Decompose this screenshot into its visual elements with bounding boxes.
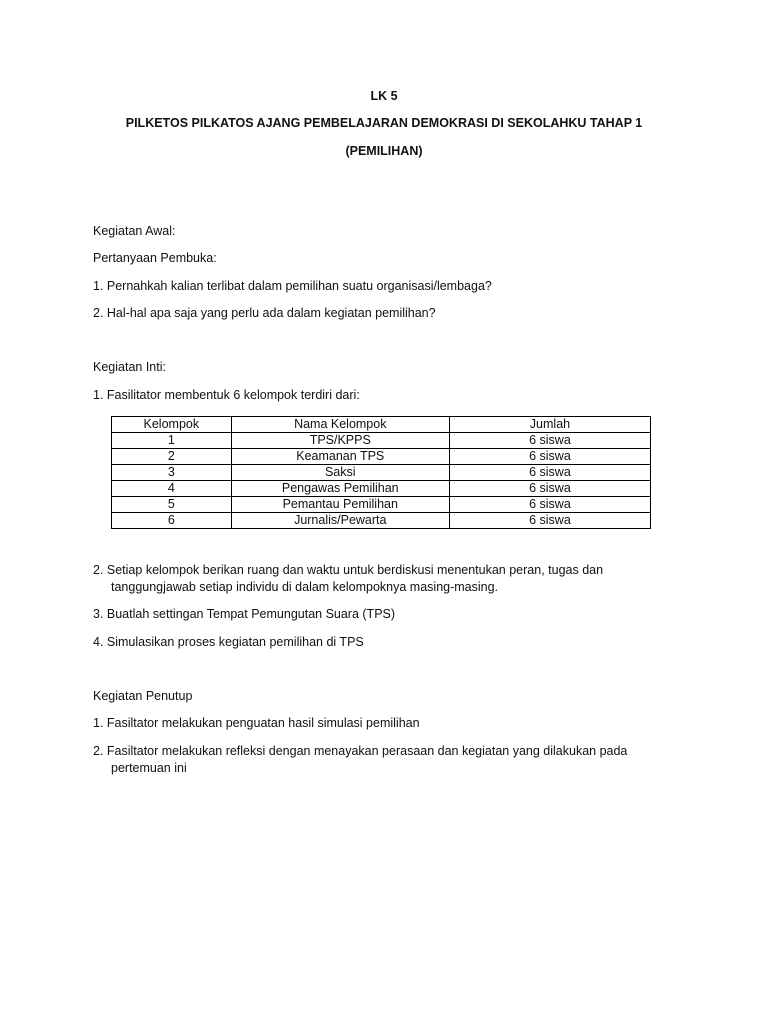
opening-question-2: 2. Hal-hal apa saja yang perlu ada dalam kegiatan pemilihan? xyxy=(93,306,436,320)
table-cell: 6 siswa xyxy=(449,433,650,449)
core-item-4: 4. Simulasikan proses kegiatan pemilihan di TPS xyxy=(93,635,364,649)
table-row xyxy=(112,449,651,465)
table-cell: 6 xyxy=(112,513,232,529)
table-cell: 6 siswa xyxy=(449,449,650,465)
closing-item-2-line-2: pertemuan ini xyxy=(111,761,187,775)
table-cell: Saksi xyxy=(231,465,449,481)
table-cell: 3 xyxy=(112,465,232,481)
table-cell: 6 siswa xyxy=(449,481,650,497)
opening-question-1: 1. Pernahkah kalian terlibat dalam pemilihan suatu organisasi/lembaga? xyxy=(93,279,492,293)
table-cell: Keamanan TPS xyxy=(231,449,449,465)
table-cell: 6 siswa xyxy=(449,513,650,529)
core-item-2-line-1: 2. Setiap kelompok berikan ruang dan waktu untuk berdiskusi menentukan peran, tugas dan xyxy=(93,563,604,577)
table-header-cell: Nama Kelompok xyxy=(231,417,449,433)
document-title: PILKETOS PILKATOS AJANG PEMBELAJARAN DEMOKRASI DI SEKOLAHKU TAHAP 1 xyxy=(125,116,643,130)
table-cell: TPS/KPPS xyxy=(231,433,449,449)
table-cell: 1 xyxy=(112,433,232,449)
table-cell: Pengawas Pemilihan xyxy=(231,481,449,497)
document-code: LK 5 xyxy=(370,89,398,103)
table-cell: 6 siswa xyxy=(449,497,650,513)
table-row xyxy=(112,433,651,449)
table-header-cell: Jumlah xyxy=(449,417,650,433)
table-row xyxy=(112,481,651,497)
table-header-cell: Kelompok xyxy=(112,417,232,433)
table-cell: Pemantau Pemilihan xyxy=(231,497,449,513)
opening-subheading: Pertanyaan Pembuka: xyxy=(93,251,217,265)
opening-heading: Kegiatan Awal: xyxy=(93,224,176,238)
table-row xyxy=(112,465,651,481)
core-item-3: 3. Buatlah settingan Tempat Pemungutan Suara (TPS) xyxy=(93,607,396,621)
table-row xyxy=(112,497,651,513)
table-cell: 4 xyxy=(112,481,232,497)
core-item-2-line-2: tanggungjawab setiap individu di dalam kelompoknya masing-masing. xyxy=(111,580,499,594)
document-subtitle: (PEMILIHAN) xyxy=(345,144,423,158)
closing-item-1: 1. Fasiltator melakukan penguatan hasil simulasi pemilihan xyxy=(93,716,420,730)
table-cell: Jurnalis/Pewarta xyxy=(231,513,449,529)
table-cell: 2 xyxy=(112,449,232,465)
groups-table xyxy=(111,416,651,529)
table-row xyxy=(112,513,651,529)
core-item-1: 1. Fasilitator membentuk 6 kelompok terdiri dari: xyxy=(93,388,360,402)
closing-item-2-line-1: 2. Fasiltator melakukan refleksi dengan menayakan perasaan dan kegiatan yang dilakukan pada xyxy=(93,744,628,758)
core-heading: Kegiatan Inti: xyxy=(93,360,166,374)
table-header-row xyxy=(112,417,651,433)
table-cell: 6 siswa xyxy=(449,465,650,481)
table-cell: 5 xyxy=(112,497,232,513)
closing-heading: Kegiatan Penutup xyxy=(93,689,193,703)
